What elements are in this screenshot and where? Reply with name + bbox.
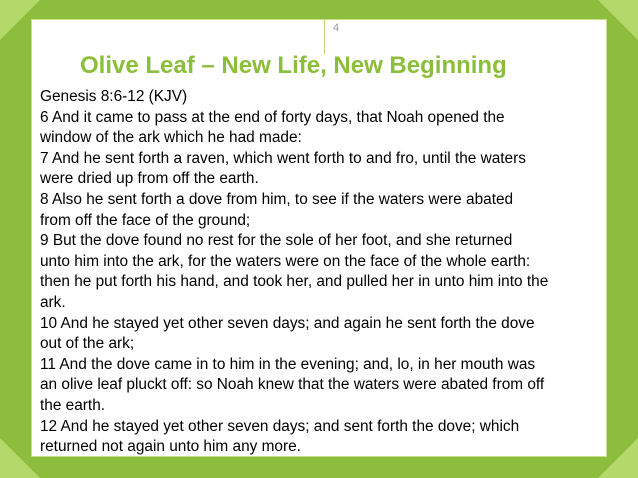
- page-number: 4: [333, 22, 340, 34]
- text-line: unto him into the ark, for the waters were on the face of the whole earth:: [40, 252, 531, 270]
- text-line: window of the ark which he had made:: [40, 129, 302, 147]
- text-line: were dried up from off the earth.: [40, 170, 259, 188]
- text-line: 6 And it came to pass at the end of forty days, that Noah opened the: [40, 108, 505, 126]
- text-line: returned not again unto him any more.: [40, 438, 301, 456]
- text-line: 10 And he stayed yet other seven days; and again he sent forth the dove: [40, 314, 535, 332]
- text-line: out of the ark;: [40, 335, 135, 353]
- text-line: the earth.: [40, 396, 106, 414]
- text-line: 7 And he sent forth a raven, which went forth to and fro, until the waters: [40, 149, 526, 167]
- header-divider: [324, 20, 325, 54]
- text-line: an olive leaf pluckt off: so Noah knew that the waters were abated from off: [40, 376, 545, 394]
- text-line: from off the face of the ground;: [40, 211, 251, 229]
- slide-title: Olive Leaf – New Life, New Beginning: [80, 52, 507, 79]
- text-line: 11 And the dove came in to him in the evening; and, lo, in her mouth was: [40, 355, 536, 373]
- text-line: ark.: [40, 293, 66, 311]
- scripture-text: [40, 87, 602, 458]
- text-line: 12 And he stayed yet other seven days; and sent forth the dove; which: [40, 417, 520, 435]
- text-line: 8 Also he sent forth a dove from him, to see if the waters were abated: [40, 190, 514, 208]
- text-line: Genesis 8:6-12 (KJV): [40, 88, 188, 105]
- text-line: 9 But the dove found no rest for the sole of her foot, and she returned: [40, 232, 513, 250]
- text-line: then he put forth his hand, and took her, and pulled her in unto him into the: [40, 273, 549, 291]
